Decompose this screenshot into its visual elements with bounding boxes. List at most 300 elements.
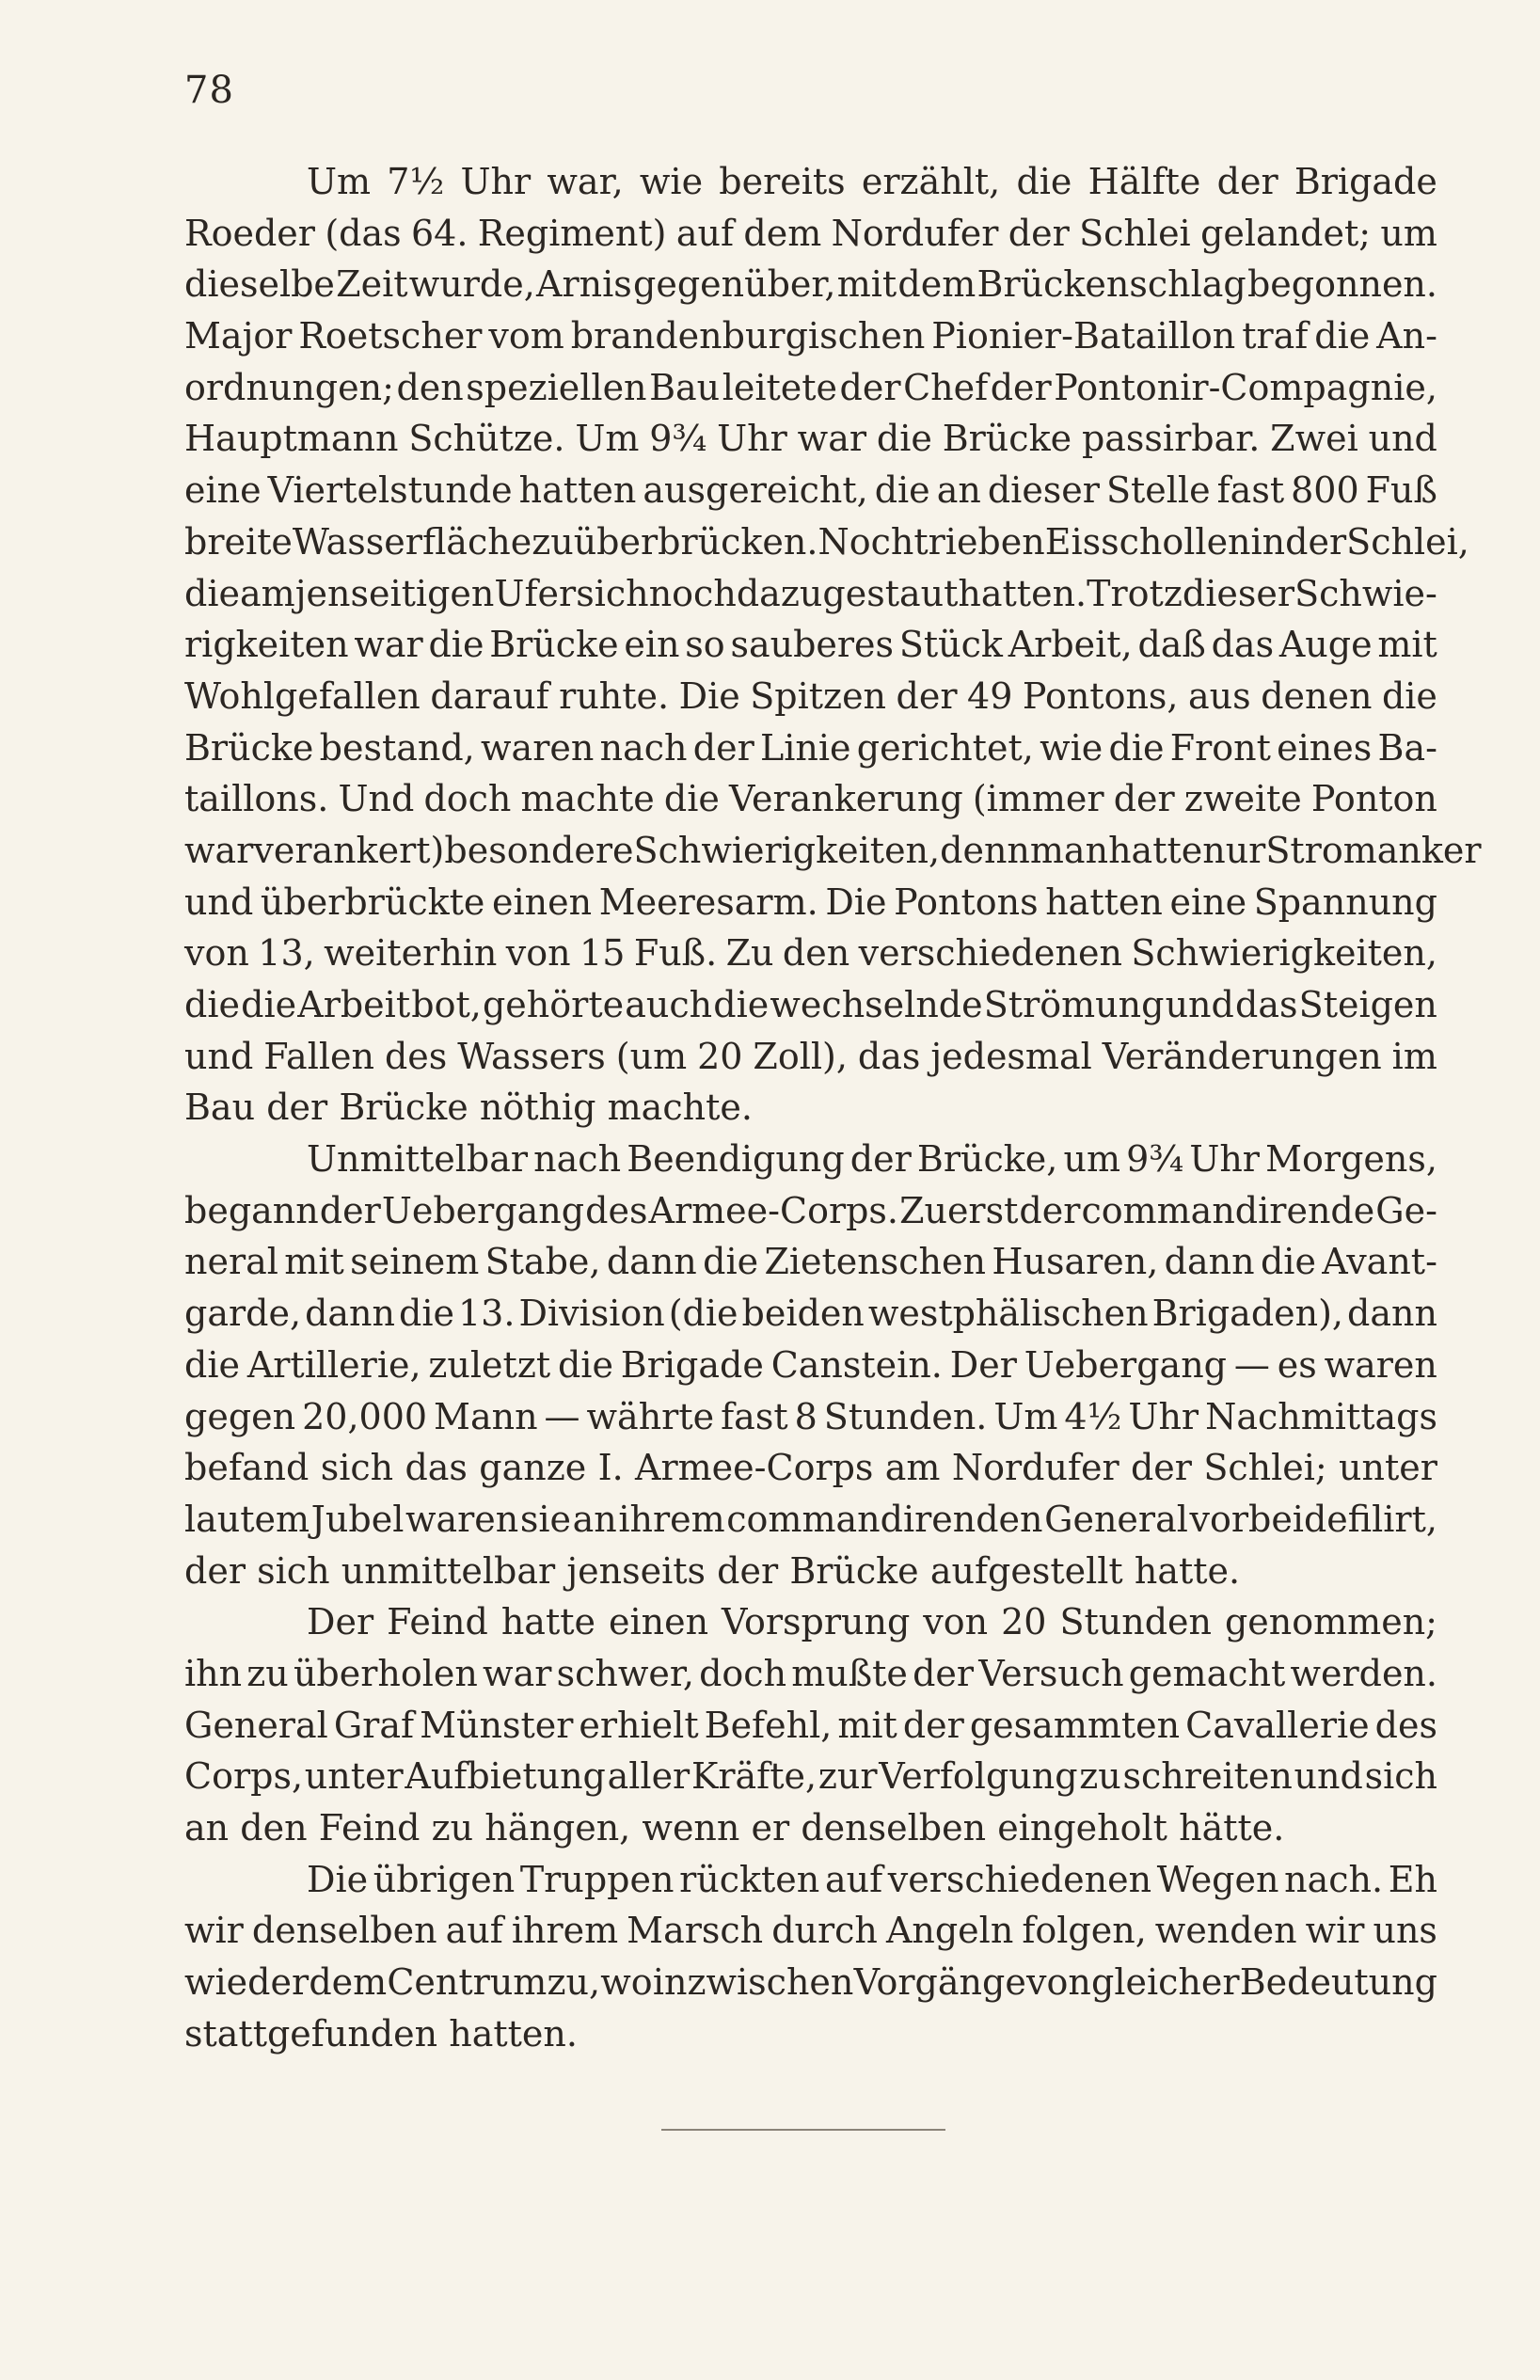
text-line xyxy=(184,1442,1437,1494)
word: Zu xyxy=(725,932,774,975)
word: Roetscher xyxy=(298,315,483,357)
word: Vorsprung xyxy=(722,1601,911,1643)
word: zu xyxy=(246,1652,289,1694)
word: jenseits xyxy=(566,1549,706,1592)
word: Brigade xyxy=(1294,161,1437,202)
word: Pontons, xyxy=(1022,674,1179,717)
word: Meeresarm. xyxy=(598,881,818,923)
word: dann xyxy=(1164,1241,1255,1283)
word: 7½ xyxy=(387,161,445,202)
word: dieselbe xyxy=(184,263,335,306)
word: der xyxy=(184,1549,246,1592)
word: Wegen xyxy=(1156,1858,1279,1900)
word: dem xyxy=(743,212,822,254)
word: Uhr xyxy=(1128,1395,1199,1437)
word: zu xyxy=(1079,1755,1121,1798)
word: den xyxy=(782,932,850,975)
word: fast xyxy=(721,1395,788,1437)
word: der xyxy=(1113,778,1175,820)
paragraph xyxy=(184,1134,1437,1596)
word: Schwierigkeiten, xyxy=(1131,932,1437,975)
word: Zwei xyxy=(1270,418,1358,460)
word: des xyxy=(585,1189,648,1231)
word: Schwierigkeiten, xyxy=(633,829,941,871)
word: der xyxy=(990,366,1052,408)
word: Stunden xyxy=(1059,1601,1212,1643)
text-line xyxy=(184,516,1469,568)
word: Linie xyxy=(760,726,851,769)
word: und xyxy=(1368,418,1437,460)
word: Feind xyxy=(387,1601,488,1643)
word: Eh xyxy=(1388,1858,1437,1900)
word: übrigen xyxy=(373,1858,516,1900)
word: Canstein. xyxy=(770,1343,943,1386)
word: Brigade xyxy=(620,1343,764,1386)
body-text xyxy=(184,156,1482,2059)
word: im xyxy=(1391,1035,1437,1077)
word: Der xyxy=(949,1343,1017,1386)
word: die xyxy=(663,778,720,820)
word: eine xyxy=(1169,881,1247,923)
word: Trotz xyxy=(1087,572,1183,614)
word: (immer xyxy=(972,778,1104,820)
text-line xyxy=(184,1648,1437,1700)
word: befand xyxy=(184,1447,310,1489)
word: gleicher xyxy=(1091,1961,1240,2004)
text-line xyxy=(184,568,1437,620)
word: wir xyxy=(1305,1910,1365,1952)
word: trieben xyxy=(913,520,1045,563)
word: Versuch xyxy=(978,1652,1124,1694)
word: dazu xyxy=(736,572,823,614)
word: denselben xyxy=(251,1910,437,1952)
word: Brückenschlag xyxy=(976,263,1246,306)
word: leitete xyxy=(722,366,837,408)
word: Verfolgung xyxy=(879,1755,1078,1798)
word: Schwie- xyxy=(1294,572,1437,614)
word: auf xyxy=(675,212,735,254)
word: dann xyxy=(1347,1293,1437,1335)
word: Brücke, xyxy=(916,1138,1058,1181)
word: speziellen xyxy=(466,366,647,408)
word: Zietenschen xyxy=(764,1241,986,1283)
word: Fuß xyxy=(1365,469,1437,512)
word: auf xyxy=(824,1858,883,1900)
word: General xyxy=(184,1704,328,1746)
text-line xyxy=(184,1957,1437,2008)
word: daß xyxy=(1137,624,1206,666)
word: unter xyxy=(1339,1447,1437,1489)
word: Bedeutung xyxy=(1239,1961,1437,2004)
word: folgen, xyxy=(1022,1910,1147,1952)
word: zu xyxy=(431,1807,474,1848)
word: die xyxy=(241,984,297,1025)
word: westphälischen xyxy=(867,1293,1149,1335)
word: das xyxy=(857,1035,921,1077)
text-line xyxy=(184,1082,1437,1134)
word: brandenburgischen xyxy=(570,315,926,357)
word: die xyxy=(399,1293,454,1335)
word: und xyxy=(184,1035,254,1077)
word: Ponton xyxy=(1310,778,1437,820)
word: Auge xyxy=(1278,624,1373,666)
word: ruhte. xyxy=(559,674,670,717)
word: verschiedenen xyxy=(887,1858,1152,1900)
word: gestaut xyxy=(822,572,959,614)
word: aufgestellt xyxy=(929,1549,1123,1592)
word: erzählt, xyxy=(861,161,1001,202)
word: Angeln xyxy=(885,1910,1014,1952)
word: gehörte xyxy=(482,984,625,1025)
word: doch xyxy=(423,778,512,820)
word: Brücke xyxy=(339,1087,468,1129)
word: 8 xyxy=(794,1395,818,1437)
word: der xyxy=(717,1549,779,1592)
text-line xyxy=(184,1751,1437,1802)
word: war, xyxy=(547,161,624,202)
word: beiden xyxy=(741,1293,865,1335)
text-line xyxy=(184,1288,1437,1340)
paragraph xyxy=(184,1596,1437,1853)
word: 13. xyxy=(458,1293,516,1335)
word: Zeit xyxy=(336,263,408,306)
word: an xyxy=(572,1498,617,1540)
word: die xyxy=(1314,315,1371,357)
word: gegen xyxy=(184,1395,296,1437)
word: Mann xyxy=(434,1395,538,1437)
word: eine xyxy=(184,469,262,512)
word: Spitzen xyxy=(750,674,887,717)
word: um xyxy=(1380,212,1437,254)
word: erhielt xyxy=(579,1704,699,1746)
word: die xyxy=(1260,1241,1316,1283)
text-line xyxy=(184,1802,1437,1854)
word: überbrücken. xyxy=(573,520,818,563)
word: dann xyxy=(305,1293,395,1335)
word: die xyxy=(184,984,240,1025)
word: Bau xyxy=(649,366,721,408)
word: besondere xyxy=(444,829,634,871)
word: einen xyxy=(492,881,593,923)
word: auch xyxy=(625,984,713,1025)
word: der xyxy=(913,1652,975,1694)
word: zur xyxy=(818,1755,878,1798)
word: Division xyxy=(518,1293,665,1335)
word: vom xyxy=(488,315,564,357)
word: der xyxy=(849,1138,912,1181)
word: 15 xyxy=(579,932,626,975)
word: ganze xyxy=(479,1447,587,1489)
word: Chef xyxy=(903,366,989,408)
word: waren xyxy=(405,1498,519,1540)
word: (das xyxy=(325,212,402,254)
word: bot, xyxy=(411,984,482,1025)
word: Vorgänge xyxy=(853,1961,1026,2004)
text-line xyxy=(184,156,1437,208)
word: weiterhin xyxy=(324,932,498,975)
word: Eisschollen xyxy=(1044,520,1251,563)
word: 9¾ xyxy=(1126,1138,1184,1181)
word: in xyxy=(1250,520,1286,563)
word: am xyxy=(884,1447,941,1489)
text-line xyxy=(184,465,1437,516)
word: rigkeiten xyxy=(184,624,349,666)
word: 64. xyxy=(411,212,468,254)
word: das xyxy=(1235,984,1298,1025)
text-line xyxy=(184,362,1437,414)
word: I. xyxy=(597,1447,624,1489)
word: Wohlgefallen xyxy=(184,674,421,717)
word: schwer, xyxy=(556,1652,694,1694)
word: Pontonir-Compagnie, xyxy=(1054,366,1437,408)
word: Befehl, xyxy=(704,1704,833,1746)
word: Avant- xyxy=(1322,1241,1437,1283)
word: wir xyxy=(184,1910,244,1952)
word: Um xyxy=(993,1395,1058,1437)
word: lautem xyxy=(184,1498,310,1540)
word: sich xyxy=(257,1549,330,1592)
word: eingeholt xyxy=(997,1807,1167,1848)
word: machte xyxy=(520,778,655,820)
word: die xyxy=(1108,726,1165,769)
word: das xyxy=(405,1447,468,1489)
word: Fallen xyxy=(263,1035,374,1077)
word: Brigaden), xyxy=(1151,1293,1344,1335)
word: genommen; xyxy=(1224,1601,1437,1643)
word: und xyxy=(184,881,254,923)
word: ausgereicht, xyxy=(643,469,868,512)
word: 800 xyxy=(1291,469,1359,512)
word: (um xyxy=(615,1035,688,1077)
word: Münster xyxy=(420,1704,574,1746)
word: der xyxy=(896,674,958,717)
text-line xyxy=(184,208,1437,260)
word: Die xyxy=(678,674,740,717)
word: es xyxy=(1277,1343,1317,1386)
word: durch xyxy=(771,1910,878,1952)
word: Strömung xyxy=(983,984,1165,1025)
paragraph xyxy=(184,156,1482,1134)
word: Stabe, xyxy=(484,1241,601,1283)
word: Zoll), xyxy=(753,1035,848,1077)
word: Spannung xyxy=(1253,881,1437,923)
word: Zuerst xyxy=(899,1189,1019,1231)
word: war xyxy=(354,624,423,666)
word: bestand, xyxy=(319,726,475,769)
word: dem xyxy=(309,1961,388,2004)
word: Schlei; xyxy=(1203,1447,1327,1489)
word: commandirenden xyxy=(726,1498,1043,1540)
word: uns xyxy=(1373,1910,1437,1952)
word: den xyxy=(240,1807,308,1848)
text-line xyxy=(184,825,1482,877)
word: Um xyxy=(575,418,640,460)
word: der xyxy=(1130,1447,1192,1489)
word: wieder xyxy=(184,1961,310,2004)
word: Die xyxy=(825,881,887,923)
word: Marsch xyxy=(627,1910,764,1952)
word: Uhr xyxy=(460,161,532,202)
word: Uhr xyxy=(717,418,787,460)
word: mit xyxy=(836,263,897,306)
word: wie xyxy=(639,161,704,202)
word: die xyxy=(557,1343,613,1386)
word: breite xyxy=(184,520,293,563)
word: Und xyxy=(338,778,415,820)
word: der xyxy=(902,1704,964,1746)
text-line xyxy=(184,1596,1437,1648)
word: gelandet; xyxy=(1200,212,1372,254)
word: Viertelstunde xyxy=(267,469,513,512)
word: Artillerie, xyxy=(246,1343,421,1386)
word: nur xyxy=(1202,829,1266,871)
word: war xyxy=(483,1652,552,1694)
word: waren xyxy=(481,726,595,769)
word: um xyxy=(1063,1138,1121,1181)
word: ihrem xyxy=(511,1910,619,1952)
word: inzwischen xyxy=(652,1961,854,2004)
word: rückten xyxy=(679,1858,820,1900)
text-line xyxy=(184,619,1437,671)
word: die xyxy=(184,1343,240,1386)
word: dieser xyxy=(987,469,1100,512)
word: so xyxy=(685,624,725,666)
word: waren xyxy=(1324,1343,1437,1386)
word: zu xyxy=(532,520,574,563)
text-line xyxy=(184,1905,1437,1957)
text-line xyxy=(184,773,1437,825)
word: begonnen. xyxy=(1246,263,1437,306)
word: hängen, xyxy=(484,1807,631,1848)
word: 20,000 xyxy=(302,1395,428,1437)
word: Armee-Corps xyxy=(635,1447,874,1489)
word: stattgefunden xyxy=(184,2012,438,2055)
word: Stunden. xyxy=(823,1395,988,1437)
word: dann xyxy=(606,1241,697,1283)
word: des xyxy=(384,1035,448,1077)
text-line xyxy=(184,671,1437,722)
text-line xyxy=(184,1031,1437,1083)
word: aller xyxy=(607,1755,691,1798)
word: Ba- xyxy=(1377,726,1437,769)
word: Unmittelbar xyxy=(307,1138,529,1181)
word: Schütze. xyxy=(408,418,565,460)
word: Pionier-Bataillon xyxy=(931,315,1236,357)
word: die xyxy=(1016,161,1072,202)
word: Aufbietung xyxy=(405,1755,606,1798)
word: Nordufer xyxy=(951,1447,1119,1489)
word: zuletzt xyxy=(428,1343,551,1386)
word: — xyxy=(1233,1343,1270,1386)
word: begann xyxy=(184,1189,319,1231)
word: Brücke xyxy=(489,624,619,666)
word: hätte. xyxy=(1179,1807,1285,1848)
word: die xyxy=(713,984,770,1025)
word: seinem xyxy=(350,1241,480,1283)
word: der xyxy=(319,1189,381,1231)
word: Bau xyxy=(184,1087,256,1129)
word: Stück xyxy=(898,624,1003,666)
word: Graf xyxy=(333,1704,415,1746)
word: Verankerung xyxy=(729,778,963,820)
word: fast xyxy=(1216,469,1285,512)
word: der xyxy=(1008,212,1070,254)
word: passirbar. xyxy=(1081,418,1261,460)
word: mit xyxy=(837,1704,897,1746)
text-line xyxy=(184,1134,1437,1185)
word: die xyxy=(703,1241,759,1283)
word: 20 xyxy=(1001,1601,1047,1643)
word: Nordufer xyxy=(831,212,999,254)
word: hatten. xyxy=(958,572,1088,614)
word: Arnis xyxy=(536,263,632,306)
word: den xyxy=(396,366,464,408)
word: Noch xyxy=(818,520,914,563)
word: der xyxy=(266,1087,328,1129)
word: eines xyxy=(1277,726,1373,769)
word: aus xyxy=(1188,674,1251,717)
word: Stromanker xyxy=(1265,829,1482,871)
word: jenseitigen xyxy=(294,572,495,614)
word: Pontons xyxy=(894,881,1039,923)
word: sich xyxy=(576,572,649,614)
word: denselben xyxy=(801,1807,987,1848)
word: Hauptmann xyxy=(184,418,399,460)
word: wie xyxy=(1040,726,1103,769)
word: ein xyxy=(624,624,680,666)
word: einen xyxy=(608,1601,709,1643)
word: nöthig xyxy=(479,1087,596,1129)
word: Der xyxy=(307,1601,374,1643)
word: Die xyxy=(307,1858,369,1900)
text-line xyxy=(184,1236,1437,1288)
word: der xyxy=(839,366,901,408)
text-line xyxy=(184,928,1437,979)
word: verankert) xyxy=(253,829,445,871)
word: war xyxy=(184,829,254,871)
text-line xyxy=(184,979,1437,1031)
word: überbrückte xyxy=(260,881,485,923)
word: und xyxy=(1165,984,1234,1025)
word: (die xyxy=(668,1293,738,1335)
word: hatten. xyxy=(449,2012,578,2055)
word: Centrum xyxy=(387,1961,548,2004)
word: 13, xyxy=(258,932,315,975)
word: Morgens, xyxy=(1265,1138,1437,1181)
word: gegenüber, xyxy=(633,263,836,306)
word: von xyxy=(184,932,249,975)
word: wenn xyxy=(642,1807,740,1848)
word: Arbeit xyxy=(297,984,411,1025)
word: war xyxy=(797,418,867,460)
text-line xyxy=(184,1854,1437,1906)
word: Armee-Corps. xyxy=(648,1189,899,1231)
word: ihrem xyxy=(618,1498,725,1540)
word: zweite xyxy=(1183,778,1302,820)
word: Uebergang xyxy=(1024,1343,1227,1386)
word: sich xyxy=(1364,1755,1437,1798)
word: Wasserfläche xyxy=(292,520,532,563)
word: auf xyxy=(445,1910,503,1952)
word: bereits xyxy=(719,161,846,202)
word: sauberes xyxy=(730,624,895,666)
word: verschiedenen xyxy=(858,932,1122,975)
word: Hälfte xyxy=(1088,161,1201,202)
word: Ufer xyxy=(494,572,577,614)
word: — xyxy=(544,1395,580,1437)
word: Beendigung xyxy=(627,1138,845,1181)
word: hatten xyxy=(518,469,637,512)
